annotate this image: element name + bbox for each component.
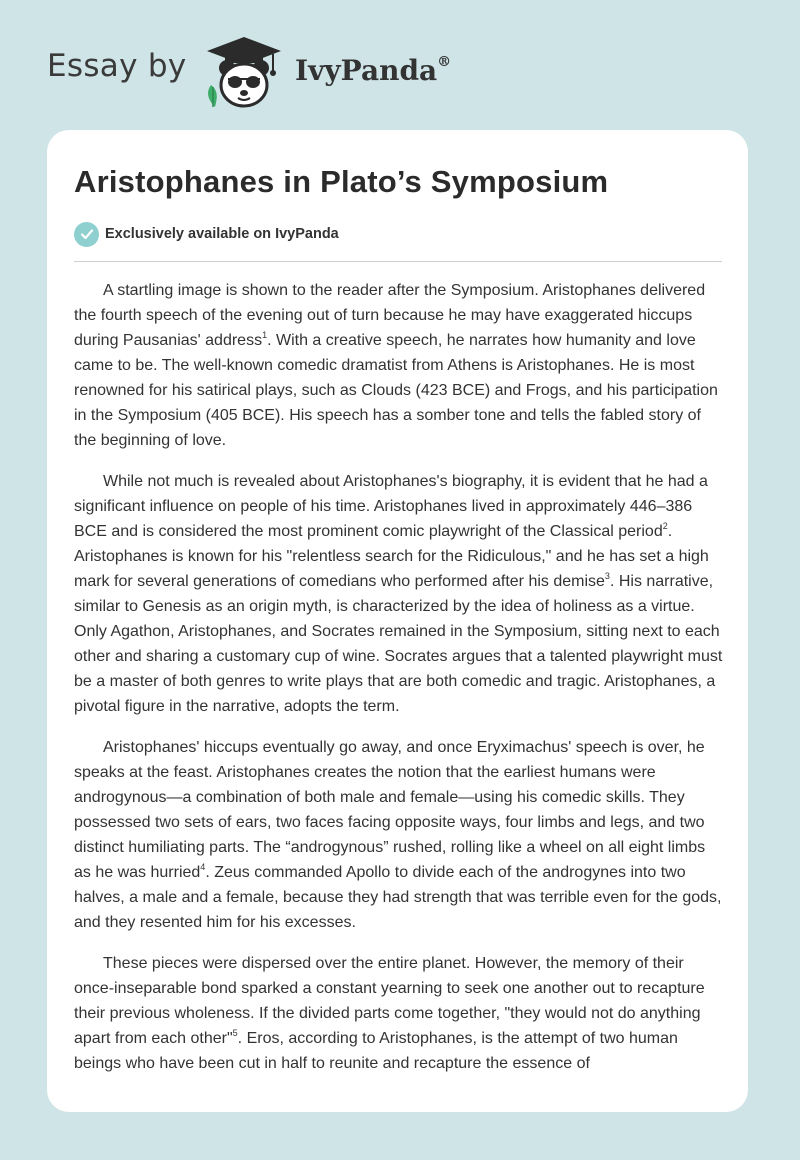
exclusive-badge xyxy=(74,221,339,247)
registered-mark: ® xyxy=(437,53,452,70)
paragraph: These pieces were dispersed over the entire planet. However, the memory of their once-inseparable bond sparked a constant yearning to seek one another out to recapture their previous wholeness. If the divided parts come together, "they would not do anything apart from each other"$^5$. Eros, according to Aristophanes, is the attempt of two human beings who have been cut in half to reunite and recapture the essence of xyxy=(74,955,705,1072)
paragraph: Aristophanes' hiccups eventually go away, and once Eryximachus' speech is over, he speaks at the feast. Aristophanes creates the notion that the earliest humans were androgynous—a combination of both male and female—using his comedic skills. They possessed two sets of ears, two faces facing opposite ways, four limbs and legs, and two distinct humiliating parts. The “androgynous” rushed, rolling like a wheel on all eight limbs as he was hurried$^4$. Zeus commanded Apollo to divide each of the androgynes into two halves, a male and a female, because they had strength that was terrible even for the gods, and they resented him for his excesses. xyxy=(74,739,722,931)
divider xyxy=(74,261,722,262)
paragraph: While not much is revealed about Aristophanes's biography, it is evident that he had a significant influence on people of his time. Aristophanes lived in approximately 446–386 BCE and is considered the most prominent comic playwright of the Classical period$^2$. Aristophanes is known for his "relentless search for the Ridiculous," and he has set a high mark for several generations of comedians who performed after his demise$^3$. His narrative, similar to Genesis as an origin myth, is characterized by the idea of holiness as a virtue. Only Agathon, Aristophanes, and Socrates remained in the Symposium, sitting next to each other and sharing a customary cup of wine. Socrates argues that a talented playwright must be a master of both genres to write plays that are both comedic and tragic. Aristophanes, a pivotal figure in the narrative, adopts the term. xyxy=(74,473,723,715)
footnote-ref[interactable]: 5 xyxy=(232,1027,238,1038)
essay-body xyxy=(74,278,724,1092)
exclusive-label: Exclusively available on IvyPanda xyxy=(105,226,339,242)
footnote-ref[interactable]: 3 xyxy=(604,570,610,581)
footnote-ref[interactable]: 4 xyxy=(200,861,206,872)
footnote-ref[interactable]: 2 xyxy=(662,520,668,531)
essay-by-label: Essay by xyxy=(47,48,187,84)
footnote-ref[interactable]: 1 xyxy=(262,329,268,340)
paragraph: A startling image is shown to the reader after the Symposium. Aristophanes delivered the fourth speech of the evening out of turn because he may have exaggerated hiccups during Pausanias' address$^1$. With a creative speech, he narrates how humanity and love came to be. The well-known comedic dramatist from Athens is Aristophanes. He is most renowned for his satirical plays, such as Clouds (423 BCE) and Frogs, and his participation in the Symposium (405 BCE). His speech has a somber tone and tells the fabled story of the beginning of love. xyxy=(74,282,718,449)
essay-card xyxy=(47,130,748,1112)
check-icon xyxy=(74,222,99,247)
panda-graduate-icon[interactable] xyxy=(203,35,285,111)
page-title: Aristophanes in Plato’s Symposium xyxy=(74,164,609,199)
site-header xyxy=(47,30,547,110)
brand-name[interactable]: IvyPanda® xyxy=(295,53,452,87)
